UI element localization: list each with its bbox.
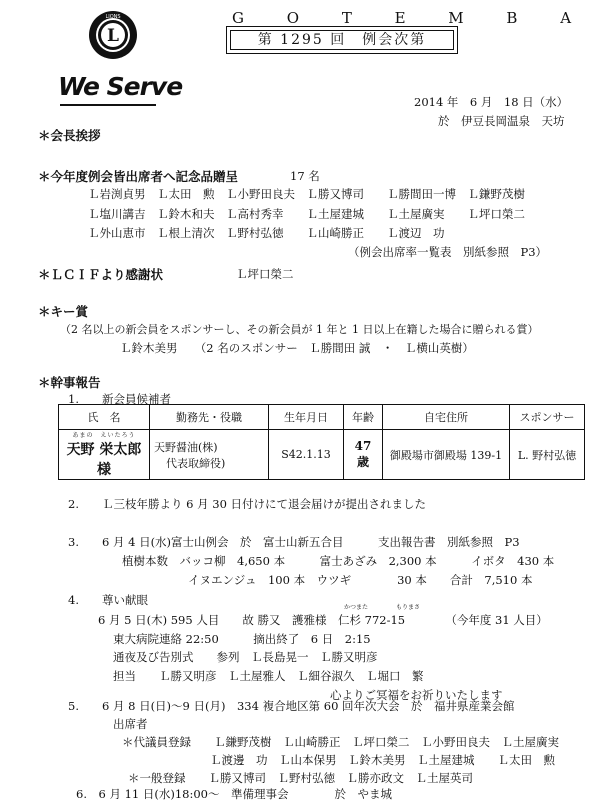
candidate-company: 天野醤油(株) bbox=[154, 440, 218, 454]
report-item-4-line: 6 月 5 日(木) 595 人目 故 勝又 護雅様 仁杉 772-15 （今年度 31 人目） bbox=[98, 613, 548, 627]
table-header: 自宅住所 bbox=[383, 405, 510, 430]
attendance-count: 17 名 bbox=[290, 169, 320, 183]
report-item-6: 6. 6 月 11 日(水)18:00～ 準備理事会 於 やま城 bbox=[76, 787, 393, 801]
report-item-5-line: Ｌ渡邊 功 Ｌ山本保男 Ｌ鈴木美男 Ｌ土屋建城 Ｌ太田 勲 bbox=[210, 753, 555, 767]
lcif-recipient: Ｌ坪口榮二 bbox=[236, 267, 294, 281]
meeting-venue: 於 伊豆長岡温泉 天坊 bbox=[438, 114, 565, 128]
report-item-3-line: 植樹本数 バッコ柳 4,650 本 富士あざみ 2,300 本 イボタ 430 本 bbox=[122, 554, 555, 568]
report-heading: ＊幹事報告 bbox=[38, 375, 101, 390]
report-item-2: 2. Ｌ三枝年勝より 6 月 30 日付けにて退会届けが提出されました bbox=[68, 497, 427, 511]
report-item-4-line: 心よりご冥福をお祈りいたします bbox=[330, 688, 503, 702]
table-header: 氏 名 bbox=[59, 405, 150, 430]
attendance-row: Ｌ塩川講吉 Ｌ鈴木和夫 Ｌ高村秀幸 Ｌ土屋建城 Ｌ土屋廣実 Ｌ坪口榮二 bbox=[88, 207, 525, 221]
meeting-date: 2014 年 6 月 18 日（水） bbox=[414, 95, 569, 109]
candidate-address: 御殿場市御殿場 139-1 bbox=[383, 430, 510, 480]
candidate-age: 47 歳 bbox=[344, 430, 383, 480]
ruby-katsumata: かつまた bbox=[344, 604, 369, 611]
candidate-name: 天野 栄太郎様 bbox=[66, 442, 142, 478]
slogan: We Serve bbox=[58, 72, 183, 101]
greeting-heading: ＊会長挨拶 bbox=[38, 128, 101, 143]
svg-text:LIONS: LIONS bbox=[105, 14, 121, 20]
candidate-name-cell bbox=[59, 430, 150, 480]
svg-text:L: L bbox=[107, 26, 119, 46]
report-item-4-line: 4. 尊い献眼 bbox=[68, 593, 148, 607]
attendance-row: Ｌ外山恵市 Ｌ根上清次 Ｌ野村弘徳 Ｌ山崎勝正 Ｌ渡辺 功 bbox=[88, 226, 445, 240]
report-item-3-line: 3. 6 月 4 日(水)富士山例会 於 富士山新五合目 支出報告書 別紙参照 P3 bbox=[68, 535, 520, 549]
key-award-recipient: Ｌ鈴木美男 （2 名のスポンサー Ｌ勝間田 誠 ・ Ｌ横山英樹） bbox=[120, 341, 474, 355]
report-item-3-line: イヌエンジュ 100 本 ウツギ 30 本 合計 7,510 本 bbox=[188, 573, 533, 587]
report-item-5-line: 5. 6 月 8 日(日)～9 日(月) 334 複合地区第 60 回年次大会 於 福井県産業会館 bbox=[68, 699, 515, 713]
table-row bbox=[59, 430, 585, 480]
page-title: 第 1295 回 例会次第 bbox=[230, 30, 454, 50]
candidate-table bbox=[58, 404, 585, 480]
attendance-heading: ＊今年度例会皆出席者へ記念品贈呈 bbox=[38, 169, 239, 184]
lions-emblem-icon bbox=[88, 10, 138, 60]
report-item-1: 1. 新会員候補者 bbox=[68, 392, 171, 406]
key-award-description: （2 名以上の新会員をスポンサーし、その新会員が 1 年と 1 日以上在籍した場合に贈られる賞） bbox=[60, 323, 539, 336]
table-header: 年齢 bbox=[344, 405, 383, 430]
ruby-morimasa: もりまさ bbox=[396, 604, 421, 611]
slogan-underline bbox=[60, 104, 156, 106]
table-header-row bbox=[59, 405, 585, 430]
table-header: 生年月日 bbox=[269, 405, 344, 430]
candidate-position: 代表取締役) bbox=[166, 456, 226, 470]
key-award-heading: ＊キー賞 bbox=[38, 304, 89, 319]
candidate-sponsor: L. 野村弘徳 bbox=[510, 430, 585, 480]
report-item-5-line: ＊一般登録 Ｌ勝又博司 Ｌ野村弘徳 Ｌ勝亦政文 Ｌ土屋英司 bbox=[128, 771, 473, 785]
club-name: G O T E M B A bbox=[232, 9, 591, 27]
attendance-note: （例会出席率一覧表 別紙参照 P3） bbox=[348, 245, 548, 259]
table-header: スポンサー bbox=[510, 405, 585, 430]
candidate-company-cell bbox=[150, 430, 269, 480]
lcif-heading: ＊ＬＣＩＦより感謝状 bbox=[38, 267, 164, 282]
attendance-row: Ｌ岩渕貞男 Ｌ太田 勲 Ｌ小野田良夫 Ｌ勝又博司 Ｌ勝間田一博 Ｌ鎌野茂樹 bbox=[88, 187, 525, 201]
candidate-ruby: あまの えいたろう bbox=[72, 432, 136, 439]
report-item-5-line: 出席者 bbox=[113, 717, 148, 731]
report-item-4-line: 東大病院連絡 22:50 摘出終了 6 日 2:15 bbox=[113, 632, 371, 646]
report-item-5-line: ＊代議員登録 Ｌ鎌野茂樹 Ｌ山崎勝正 Ｌ坪口榮二 Ｌ小野田良夫 Ｌ土屋廣実 bbox=[122, 735, 559, 749]
table-header: 勤務先・役職 bbox=[150, 405, 269, 430]
report-item-4-line: 担当 Ｌ勝又明彦 Ｌ土屋雅人 Ｌ細谷淑久 Ｌ堀口 繁 bbox=[113, 669, 424, 683]
report-item-4-line: 通夜及び告別式 参列 Ｌ長島晃一 Ｌ勝又明彦 bbox=[113, 650, 378, 664]
candidate-birth: S42.1.13 bbox=[269, 430, 344, 480]
